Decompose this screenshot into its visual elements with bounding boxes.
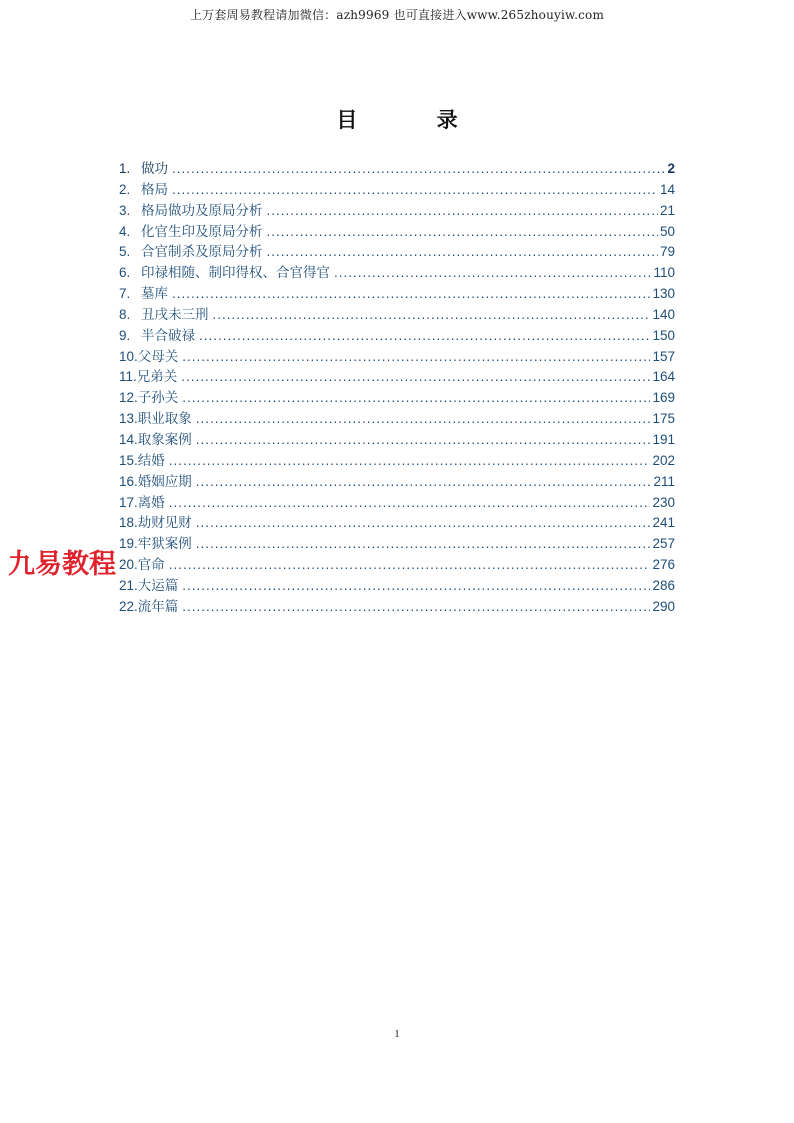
toc-dot-leader — [196, 513, 651, 534]
toc-entry-number: 12. — [119, 390, 138, 406]
toc-entry[interactable] — [119, 555, 675, 576]
toc-entry-number: 20. — [119, 557, 138, 573]
toc-entry-page: 157 — [652, 348, 675, 364]
toc-entry-number: 21. — [119, 577, 138, 593]
toc-entry-number: 15. — [119, 452, 138, 468]
toc-entry[interactable] — [119, 388, 675, 409]
toc-entry-label: 化官生印及原局分析 — [141, 223, 263, 240]
toc-entry-page: 211 — [653, 473, 675, 489]
toc-entry-label: 流年篇 — [137, 598, 179, 615]
toc-dot-leader — [199, 326, 650, 347]
toc-entry-label: 大运篇 — [137, 577, 179, 594]
toc-entry[interactable] — [119, 263, 675, 284]
toc-dot-leader — [267, 201, 658, 222]
toc-entry-number: 3. — [119, 202, 131, 218]
toc-entry[interactable] — [119, 409, 675, 430]
toc-entry-label: 结婚 — [137, 452, 165, 469]
toc-entry[interactable] — [119, 534, 675, 555]
toc-dot-leader — [172, 180, 658, 201]
toc-dot-leader — [196, 409, 651, 430]
toc-entry-page: 169 — [652, 390, 675, 406]
toc-entry-label: 牢狱案例 — [137, 536, 192, 553]
toc-entry-page: 191 — [652, 431, 675, 447]
toc-entry[interactable] — [119, 597, 675, 618]
toc-dot-leader — [169, 493, 651, 514]
toc-entry-number: 2. — [119, 181, 131, 197]
toc-entry-number: 10. — [119, 348, 138, 364]
toc-entry-label: 格局做功及原局分析 — [141, 202, 263, 219]
toc-entry-page: 257 — [652, 536, 675, 552]
toc-entry-page: 290 — [652, 598, 675, 614]
page-number: 1 — [394, 1028, 400, 1040]
toc-dot-leader — [182, 576, 650, 597]
toc-entry-label: 取象案例 — [137, 431, 192, 448]
toc-entry-number: 5. — [119, 244, 131, 260]
toc-dot-leader — [196, 430, 651, 451]
toc-entry-page: 202 — [652, 452, 675, 468]
toc-entry-page: 2 — [667, 161, 675, 176]
toc-entry[interactable] — [119, 430, 675, 451]
toc-entry-page: 79 — [659, 244, 675, 260]
toc-entry-label: 合官制杀及原局分析 — [141, 244, 263, 261]
toc-entry-label: 离婚 — [137, 494, 165, 511]
toc-entry-number: 18. — [119, 515, 138, 531]
page-header: 上万套周易教程请加微信：azh9969 也可直接进入www.265zhouyiw.com — [189, 8, 605, 22]
watermark-logo: 九易教程 — [6, 542, 118, 581]
toc-entry-page: 21 — [659, 202, 675, 218]
toc-entry-number: 19. — [119, 536, 138, 552]
toc-entry-label: 墓库 — [141, 286, 168, 303]
toc-entry[interactable] — [119, 284, 675, 305]
toc-entry-number: 6. — [119, 265, 131, 281]
toc-entry[interactable] — [119, 180, 675, 201]
toc-dot-leader — [334, 263, 651, 284]
toc-entry-number: 7. — [119, 286, 131, 302]
toc-entry-label: 劫财见财 — [137, 515, 192, 532]
toc-entry-page: 130 — [652, 286, 675, 302]
toc-entry-label: 父母关 — [137, 348, 179, 365]
toc-entry-label: 职业取象 — [137, 411, 192, 428]
toc-dot-leader — [172, 284, 650, 305]
toc-entry[interactable] — [119, 513, 675, 534]
toc-entry[interactable] — [119, 451, 675, 472]
toc-entry-number: 13. — [119, 411, 138, 427]
toc-entry[interactable] — [119, 347, 675, 368]
toc-entry-page: 140 — [652, 306, 675, 322]
toc-entry[interactable] — [119, 159, 675, 180]
toc-entry[interactable] — [119, 367, 675, 388]
toc-entry[interactable] — [119, 493, 675, 514]
toc-dot-leader — [182, 388, 650, 409]
toc-entry-page: 164 — [652, 369, 675, 385]
toc-entry[interactable] — [119, 242, 675, 263]
toc-entry-page: 276 — [652, 557, 675, 573]
toc-entry-page: 241 — [652, 515, 675, 531]
toc-entry-number: 9. — [119, 327, 131, 343]
toc-entry-label: 兄弟关 — [136, 369, 178, 386]
toc-dot-leader — [182, 597, 650, 618]
toc-dot-leader — [172, 159, 665, 180]
toc-entry-number: 16. — [119, 473, 138, 489]
toc-entry[interactable] — [119, 222, 675, 243]
toc-dot-leader — [182, 347, 650, 368]
toc-entry[interactable] — [119, 576, 675, 597]
table-of-contents — [119, 159, 675, 618]
toc-entry-page: 14 — [659, 181, 675, 197]
toc-entry-page: 50 — [659, 223, 675, 239]
toc-entry-label: 婚姻应期 — [137, 473, 192, 490]
toc-entry-number: 17. — [119, 494, 138, 510]
toc-entry-number: 11. — [119, 369, 137, 385]
toc-entry-number: 8. — [119, 306, 131, 322]
toc-dot-leader — [267, 222, 658, 243]
toc-entry-page: 230 — [652, 494, 675, 510]
toc-dot-leader — [181, 367, 650, 388]
toc-entry[interactable] — [119, 201, 675, 222]
toc-dot-leader — [267, 242, 658, 263]
toc-entry-label: 印禄相随、制印得权、合官得官 — [141, 265, 330, 282]
toc-dot-leader — [196, 534, 651, 555]
toc-entry-label: 半合破禄 — [141, 327, 195, 344]
toc-entry[interactable] — [119, 305, 675, 326]
toc-entry-label: 子孙关 — [137, 390, 179, 407]
toc-entry-number: 22. — [119, 598, 138, 614]
toc-entry-page: 110 — [653, 265, 675, 281]
toc-entry-number: 14. — [119, 431, 138, 447]
toc-entry-label: 丑戌未三刑 — [141, 306, 209, 323]
toc-dot-leader — [169, 451, 651, 472]
toc-dot-leader — [213, 305, 651, 326]
toc-entry-page: 286 — [652, 577, 675, 593]
toc-entry[interactable] — [119, 472, 675, 493]
toc-entry-label: 做功 — [141, 161, 168, 177]
toc-entry-number: 1. — [119, 161, 131, 176]
page-title: 目 录 — [336, 107, 494, 132]
toc-entry-page: 175 — [652, 411, 675, 427]
toc-dot-leader — [169, 555, 651, 576]
toc-dot-leader — [196, 472, 652, 493]
toc-entry-page: 150 — [652, 327, 675, 343]
toc-entry[interactable] — [119, 326, 675, 347]
toc-entry-label: 格局 — [141, 181, 168, 198]
toc-entry-number: 4. — [119, 223, 131, 239]
toc-entry-label: 官命 — [137, 557, 165, 574]
